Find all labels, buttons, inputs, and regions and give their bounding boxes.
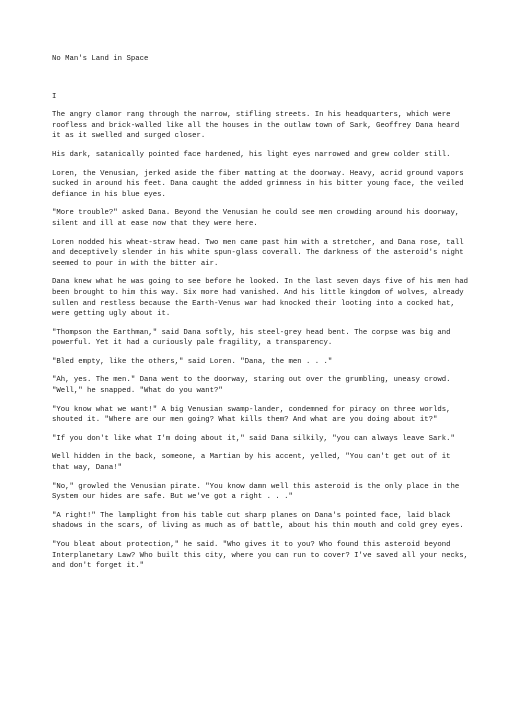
paragraph-6: Dana knew what he was going to see before he looked. In the last seven days five of his men had been brought to him this way. Six more had vanished. And his little kingdom of wolves, already sullen and restless because the Earth-Venus war had knocked their looting into a cocked hat, were getting ugly about it. <box>52 278 468 319</box>
paragraph-9: "Ah, yes. The men." Dana went to the doorway, staring out over the grumbling, uneasy crowd. "Well," he snapped. "What do you want?" <box>52 376 451 396</box>
chapter-number: I <box>52 92 57 101</box>
document-title: No Man's Land in Space <box>52 55 149 63</box>
paragraph-3: Loren, the Venusian, jerked aside the fiber matting at the doorway. Heavy, acrid ground vapors sucked in around his feet. Dana caught the added grimness in his bitter young face, the veiled defiance in his blue eyes. <box>52 169 464 199</box>
paragraph-13: "No," growled the Venusian pirate. "You know damn well this asteroid is the only place in the System our hides are safe. But we've got a right . . ." <box>52 482 460 502</box>
paragraph-4: "More trouble?" asked Dana. Beyond the Venusian he could see men crowding around his doorway, silent and ill at ease now that they were here. <box>52 209 460 228</box>
paragraph-2: His dark, satanically pointed face hardened, his light eyes narrowed and grew colder still. <box>52 150 451 159</box>
paragraph-14: "A right!" The lamplight from his table cut sharp planes on Dana's pointed face, laid black shadows in the scars, of living as much as of battle, about his thin mouth and cold grey eyes. <box>52 511 464 531</box>
paragraph-11: "If you don't like what I'm doing about it," said Dana silkily, "you can always leave Sark." <box>52 434 455 443</box>
paragraph-8: "Bled empty, like the others," said Loren. "Dana, the men . . ." <box>52 357 333 366</box>
paragraph-12: Well hidden in the back, someone, a Martian by his accent, yelled, "You can't get out of it that way, Dana!" <box>52 453 451 473</box>
paragraph-15: "You bleat about protection," he said. "Who gives it to you? Who found this asteroid beyond Interplanetary Law? Who built this city, where you can run to cover? I've saved all your necks, and don't forget it." <box>52 541 468 571</box>
paragraph-7: "Thompson the Earthman," said Dana softly, his steel-grey head bent. The corpse was big and powerful. Yet it had a curiously pale fragility, a transparency. <box>52 328 451 348</box>
paragraph-10: "You know what we want!" A big Venusian swamp-lander, condemned for piracy on three worlds, shouted it. "Where are our men going? What kills them? And what are you doing about it?" <box>52 405 451 425</box>
paragraph-1: The angry clamor rang through the narrow, stifling streets. In his headquarters, which were roofless and brick-walled like all the houses in the outlaw town of Sark, Geoffrey Dana heard it as it swelled and surged closer. <box>52 111 460 141</box>
document-page <box>52 54 472 580</box>
paragraph-5: Loren nodded his wheat-straw head. Two men came past him with a stretcher, and Dana rose, tall and deceptively slender in his white spun-glass coverall. The darkness of the asteroid's night seemed to pour in with the bitter air. <box>52 238 464 268</box>
